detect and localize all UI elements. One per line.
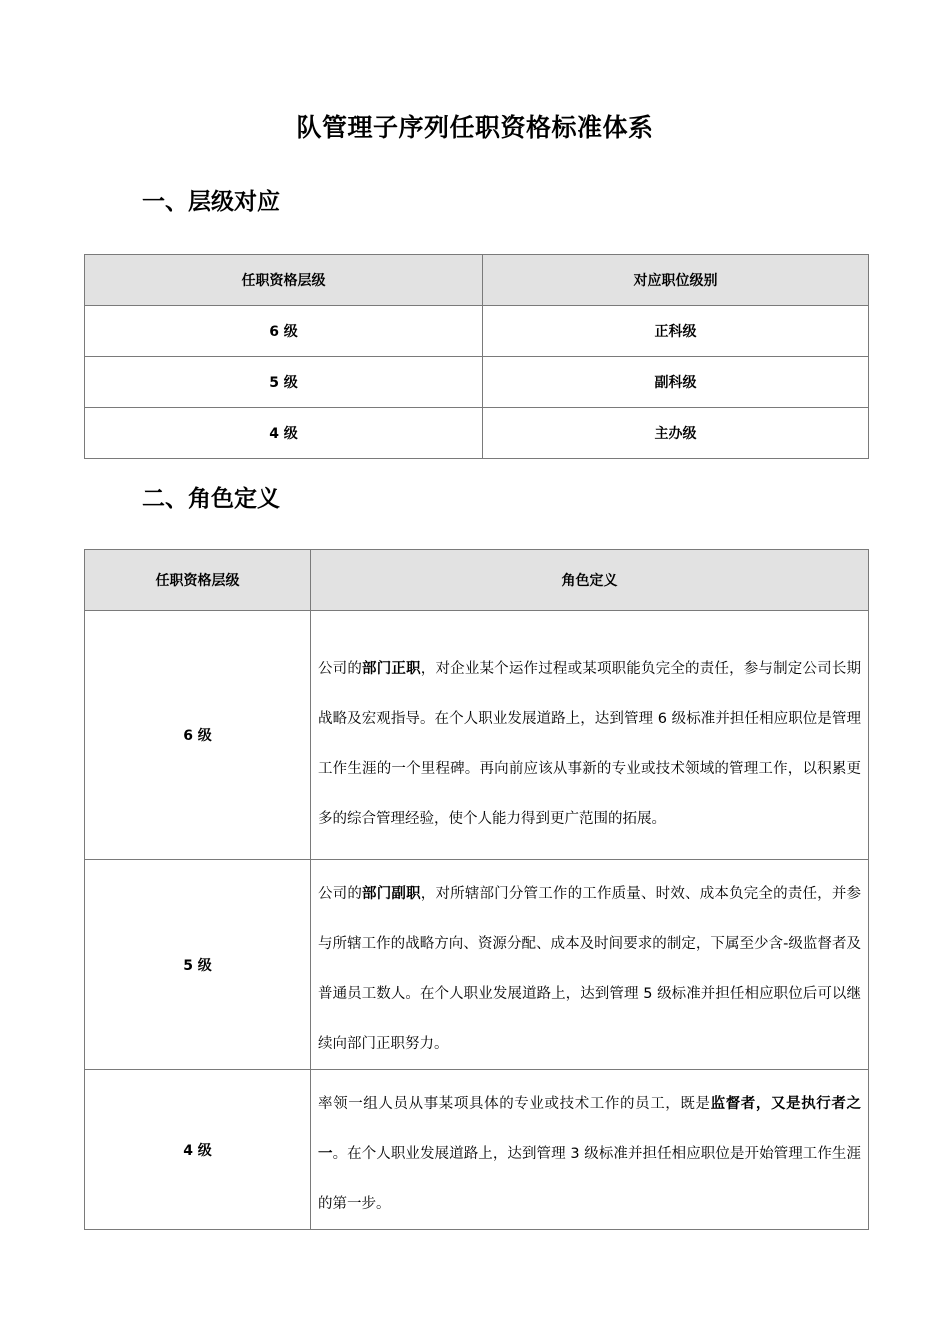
table-row xyxy=(85,306,869,357)
position-level-cell: 副科级 xyxy=(483,357,869,408)
level-mapping-table xyxy=(84,254,869,459)
definition-emphasis: 部门副职 xyxy=(362,886,421,902)
role-definition-cell xyxy=(311,611,869,860)
definition-text: ，对企业某个运作过程或某项职能负完全的责任，参与制定公司长期战略及宏观指导。在个人职业发展道路上，达到管理 6 级标准并担任相应职位是管理工作生涯的一个里程碑。再向前应该从事新的专业或技术领域的管理工作，以积累更多的综合管理经验，使个人能力得到更广范围的拓展。 xyxy=(318,661,862,827)
role-definition-table xyxy=(84,549,869,1230)
definition-emphasis: 监督者，又是执行者之一 xyxy=(318,1096,862,1162)
section-heading-level-mapping: 一、层级对应 xyxy=(142,189,280,215)
qualification-level-cell: 6 级 xyxy=(85,306,483,357)
header-qualification-level: 任职资格层级 xyxy=(85,550,311,611)
header-position-level: 对应职位级别 xyxy=(483,255,869,306)
definition-text: 公司的 xyxy=(318,661,363,677)
definition-text: 率领一组人员从事某项具体的专业或技术工作的员工，既是 xyxy=(318,1096,711,1112)
table-row xyxy=(85,357,869,408)
header-qualification-level: 任职资格层级 xyxy=(85,255,483,306)
qualification-level-cell: 5 级 xyxy=(85,860,311,1070)
header-role-definition: 角色定义 xyxy=(311,550,869,611)
definition-text: ，对所辖部门分管工作的工作质量、时效、成本负完全的责任，并参与所辖工作的战略方向、资源分配、成本及时间要求的制定，下属至少含-级监督者及普通员工数人。在个人职业发展道路上，达到管理 5 级标准并担任相应职位后可以继续向部门正职努力。 xyxy=(318,886,862,1052)
definition-emphasis: 部门正职 xyxy=(362,661,421,677)
position-level-cell: 主办级 xyxy=(483,408,869,459)
table-row xyxy=(85,408,869,459)
definition-text: 。在个人职业发展道路上，达到管理 3 级标准并担任相应职位是开始管理工作生涯的第一步。 xyxy=(318,1146,861,1212)
section-heading-role-definition: 二、角色定义 xyxy=(142,486,280,512)
table-header-row xyxy=(85,255,869,306)
position-level-cell: 正科级 xyxy=(483,306,869,357)
qualification-level-cell: 4 级 xyxy=(85,1070,311,1230)
qualification-level-cell: 5 级 xyxy=(85,357,483,408)
role-definition-cell xyxy=(311,1070,869,1230)
table-row xyxy=(85,1070,869,1230)
qualification-level-cell: 4 级 xyxy=(85,408,483,459)
table-header-row xyxy=(85,550,869,611)
role-definition-cell xyxy=(311,860,869,1070)
qualification-level-cell: 6 级 xyxy=(85,611,311,860)
table-row xyxy=(85,611,869,860)
definition-text: 公司的 xyxy=(318,886,363,902)
table-row xyxy=(85,860,869,1070)
document-title: 队管理子序列任职资格标准体系 xyxy=(296,113,654,142)
